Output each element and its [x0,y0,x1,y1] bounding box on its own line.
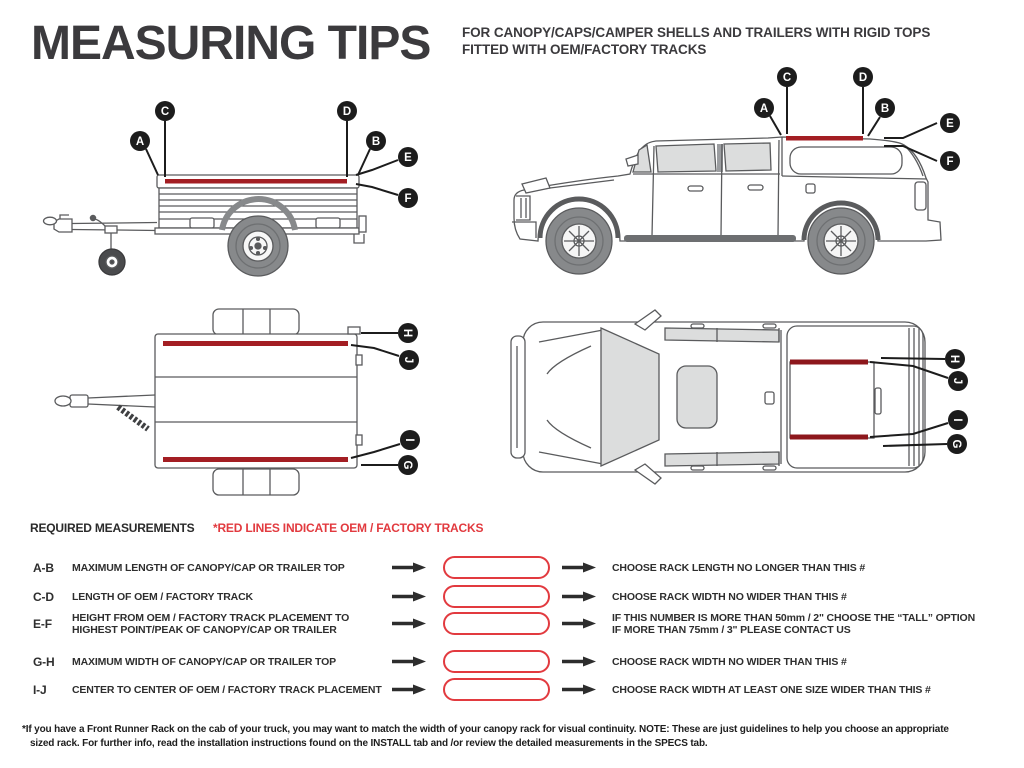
svg-text:I: I [950,418,963,422]
oem-track-red-line [790,360,868,365]
svg-text:E: E [404,152,412,165]
oem-track-red-line [163,457,348,462]
callout-G [361,455,418,475]
truck-side-drawing [512,137,941,274]
measurement-row-g-h [0,650,1024,673]
measurement-advice: CHOOSE RACK LENGTH NO LONGER THAN THIS # [612,561,866,574]
measurement-description: MAXIMUM WIDTH OF CANOPY/CAP OR TRAILER TOP [72,655,336,668]
measurement-code: C-D [33,589,54,604]
callout-F [356,184,418,208]
safety-chain [118,407,148,429]
subtitle-line-2: FITTED WITH OEM/FACTORY TRACKS [462,42,707,57]
trailer-top-view-diagram [30,305,460,505]
measurement-value-field [443,585,550,608]
callout-A [754,98,781,135]
trailer-top-drawing [55,309,362,495]
arrow-right-icon [562,684,596,695]
oem-track-red-line [163,341,348,346]
measurement-advice: CHOOSE RACK WIDTH NO WIDER THAN THIS # [612,655,847,668]
svg-text:C: C [160,106,170,119]
truck-front-wheel [546,208,612,274]
callout-H [361,323,418,343]
page-title: MEASURING TIPS [31,17,431,70]
arrow-right-icon [562,591,596,602]
red-lines-note: *RED LINES INDICATE OEM / FACTORY TRACKS [213,521,484,535]
oem-track-red-line [786,136,863,141]
svg-text:G: G [949,439,962,449]
measurement-description: MAXIMUM LENGTH OF CANOPY/CAP OR TRAILER TOP [72,561,345,574]
measurement-advice: CHOOSE RACK WIDTH NO WIDER THAN THIS # [612,590,847,603]
truck-side-view-diagram [490,60,1010,300]
svg-text:J: J [950,377,963,385]
arrow-right-icon [562,562,596,573]
callout-D [337,101,357,177]
callout-D [853,67,873,134]
footnote-line-1: *If you have a Front Runner Rack on the cab of your truck, you may want to match the width of your canopy rack for visual continuity. NOTE: These are just guidelines to help you choose an appropriate [22,724,949,735]
trailer-wheel [228,216,288,276]
svg-text:B: B [371,136,381,149]
callout-C [777,67,797,134]
bed-area [790,362,874,438]
measurement-row-i-j [0,678,1024,701]
callout-B [358,131,386,175]
oem-track-red-line [790,435,868,440]
measurement-description: HEIGHT FROM OEM / FACTORY TRACK PLACEMENT TO HIGHEST POINT/PEAK OF CANOPY/CAP OR TRAILER [72,611,350,636]
measurement-value-field [443,556,550,579]
measurement-advice: CHOOSE RACK WIDTH AT LEAST ONE SIZE WIDER THAN THIS # [612,683,931,696]
svg-text:D: D [342,106,352,119]
svg-text:F: F [946,156,954,169]
truck-top-drawing [511,310,925,484]
svg-text:H: H [947,354,960,364]
truck-rear-wheel [808,208,874,274]
oem-track-red-line [165,179,347,184]
arrow-right-icon [392,656,426,667]
svg-text:C: C [782,72,792,85]
svg-text:G: G [400,460,413,470]
footnote-line-2: sized rack. For further info, read the installation instructions found on the INSTALL tab and /or review the detailed measurements in the SPECS tab. [30,738,708,749]
arrow-right-icon [392,618,426,629]
canopy-window [790,147,902,174]
svg-text:I: I [402,438,415,442]
measurement-description: LENGTH OF OEM / FACTORY TRACK [72,590,253,603]
arrow-right-icon [392,684,426,695]
callout-C [155,101,175,177]
measurement-row-a-b [0,556,1024,579]
trailer-side-view-diagram [30,80,460,300]
measurement-code: G-H [33,654,55,669]
measurement-code: A-B [33,560,54,575]
measurement-value-field [443,678,550,701]
required-measurements-heading: REQUIRED MEASUREMENTS [30,521,195,535]
svg-text:F: F [404,193,412,206]
measurement-code: E-F [33,616,52,631]
callout-E [884,113,960,138]
measurement-row-c-d [0,585,1024,608]
measurement-value-field [443,650,550,673]
svg-text:A: A [759,103,769,116]
callout-A [130,131,158,175]
svg-text:H: H [400,328,413,338]
trailer-side-drawing [44,175,367,276]
svg-text:B: B [880,103,890,116]
arrow-right-icon [562,656,596,667]
svg-text:A: A [135,136,145,149]
svg-text:J: J [401,356,414,364]
page-subtitle [462,24,930,58]
arrow-right-icon [562,618,596,629]
callout-B [868,98,895,136]
svg-text:D: D [858,72,868,85]
arrow-right-icon [392,562,426,573]
measurement-description: CENTER TO CENTER OF OEM / FACTORY TRACK PLACEMENT [72,683,382,696]
svg-text:E: E [946,118,954,131]
measurement-advice: IF THIS NUMBER IS MORE THAN 50mm / 2" CHOOSE THE “TALL” OPTION IF MORE THAN 75mm / 3" PLEASE CONTACT US [612,611,976,636]
measurement-value-field [443,612,550,635]
arrow-right-icon [392,591,426,602]
measurement-code: I-J [33,682,47,697]
measurement-row-e-f [0,612,1024,635]
truck-top-view-diagram [495,300,1000,505]
subtitle-line-1: FOR CANOPY/CAPS/CAMPER SHELLS AND TRAILERS WITH RIGID TOPS [462,25,931,40]
